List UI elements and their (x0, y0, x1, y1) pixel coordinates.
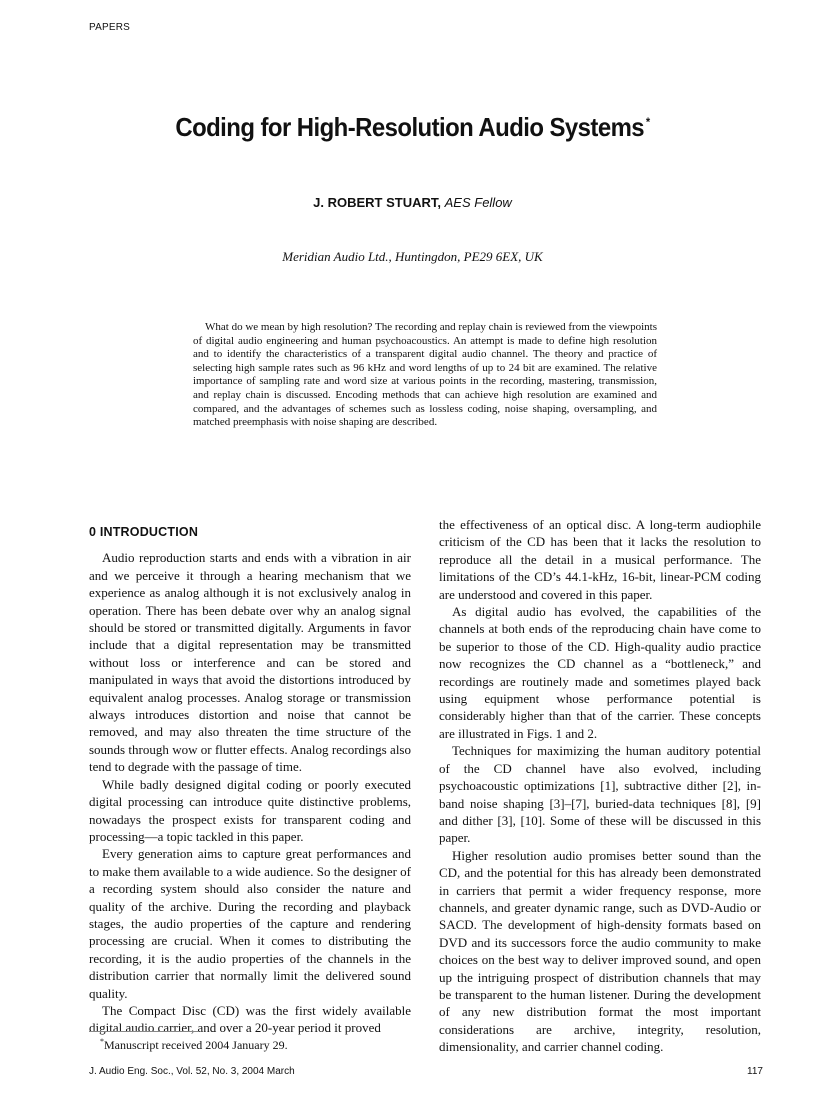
left-column (89, 516, 411, 1037)
author-name: J. ROBERT STUART, (313, 195, 441, 210)
body-paragraph-continued: the effectiveness of an optical disc. A long-term audiophile criticism of the CD has been that it lacks the resolution to reproduce all the detail in a musical performance. The limitations of the CD’s 44.1-kHz, 16-bit, linear-PCM coding are understood and covered in this paper. (439, 517, 761, 602)
body-paragraph: The Compact Disc (CD) was the first widely available digital audio carrier, and over a 20-year period it proved (89, 1002, 411, 1036)
body-paragraph: As digital audio has evolved, the capabilities of the channels at both ends of the reproducing chain have come to be superior to those of the CD. High-quality audio practice now recognizes the CD channel as a “bottleneck,” and recordings are routinely made and sometimes played back using equipment whose performance potential is considerably higher than that of the carrier. These concepts are illustrated in Figs. 1 and 2. (439, 604, 761, 741)
footnote (100, 1037, 288, 1053)
abstract: What do we mean by high resolution? The recording and replay chain is reviewed from the viewpoints of digital audio engineering and human psychoacoustics. An attempt is made to define high resolution and to identify the characteristics of a transparent digital audio channel. The theory and practice of selecting high sample rates such as 96 kHz and word lengths of up to 24 bit are examined. The relative importance of sampling rate and word size at various points in the recording, mastering, transmission, and replay chain is discussed. Encoding methods that can achieve high resolution are examined and compared, and the advantages of schemes such as lossless coding, noise shaping, oversampling, and matched preemphasis with noise shaping are described. (193, 321, 657, 429)
right-column (439, 516, 761, 1056)
body-paragraph: Techniques for maximizing the human auditory potential of the CD channel have also evolved, including psychoacoustic optimizations [1], subtractive dither [2], in-band noise shaping [3]–[7], buried-data techniques [8], [9] and dither [3], [10]. Some of these will be discussed in this paper. (439, 743, 761, 846)
body-paragraph: While badly designed digital coding or poorly executed digital processing can introduce quite distinctive problems, nowadays the prospect exists for transparent coding and processing—a topic tackled in this paper. (89, 776, 411, 844)
author-honor: AES Fellow (444, 195, 512, 210)
body-paragraph: Every generation aims to capture great performances and to make them available to a wide audience. So the designer of a recording system should also consider the nature and quality of the archive. During the recording and playback stages, the audio properties of the capture and rendering processing are crucial. When it comes to distributing the recording, it is the audio properties of the channels in the distribution carrier that normally limit the delivered sound quality. (89, 846, 411, 1001)
footnote-text: Manuscript received 2004 January 29. (104, 1038, 288, 1052)
running-header: PAPERS (89, 22, 131, 33)
body-paragraph: Audio reproduction starts and ends with a vibration in air and we perceive it through a hearing mechanism that we experience as analog although it is not exclusively analog in operation. There has been debate over why an analog signal should be stored or transmitted digitally. Arguments in favor include that a digital representation may be transmitted without loss or interference and can be stored and manipulated in ways that avoid the distortions introduced by equivalent analog processes. Analog storage or transmission always introduces distortion and noise that cannot be removed, and may also threaten the time structure of the sounds through wow or flutter effects. Analog recordings also tend to degrade with the passage of time. (89, 550, 411, 775)
paper-title (33, 112, 792, 143)
journal-citation: J. Audio Eng. Soc., Vol. 52, No. 3, 2004 March (89, 1066, 295, 1077)
affiliation: Meridian Audio Ltd., Huntingdon, PE29 6EX, UK (282, 249, 543, 264)
footnote-marker: * (100, 1037, 104, 1046)
title-footnote-marker: * (645, 115, 650, 130)
author-line (0, 195, 825, 210)
body-paragraph: Higher resolution audio promises better sound than the CD, and the potential for this has already been demonstrated in carriers that permit a wider frequency response, more channels, and greater dynamic range, such as DVD-Audio or SACD. The development of high-density formats based on DVD and its successors force the audio community to make choices on the best way to deliver improved sound, and open up the intriguing prospect of distribution channels that may be transparent to the human listener. During the development of any new distribution format the most important considerations are archive, integrity, resolution, dimensionality, and carrier channel coding. (439, 847, 761, 1055)
page-number: 117 (747, 1066, 763, 1077)
section-heading: 0 INTRODUCTION (89, 525, 199, 539)
paper-title-text: Coding for High-Resolution Audio Systems (175, 112, 645, 142)
footnote-divider (89, 1031, 199, 1032)
